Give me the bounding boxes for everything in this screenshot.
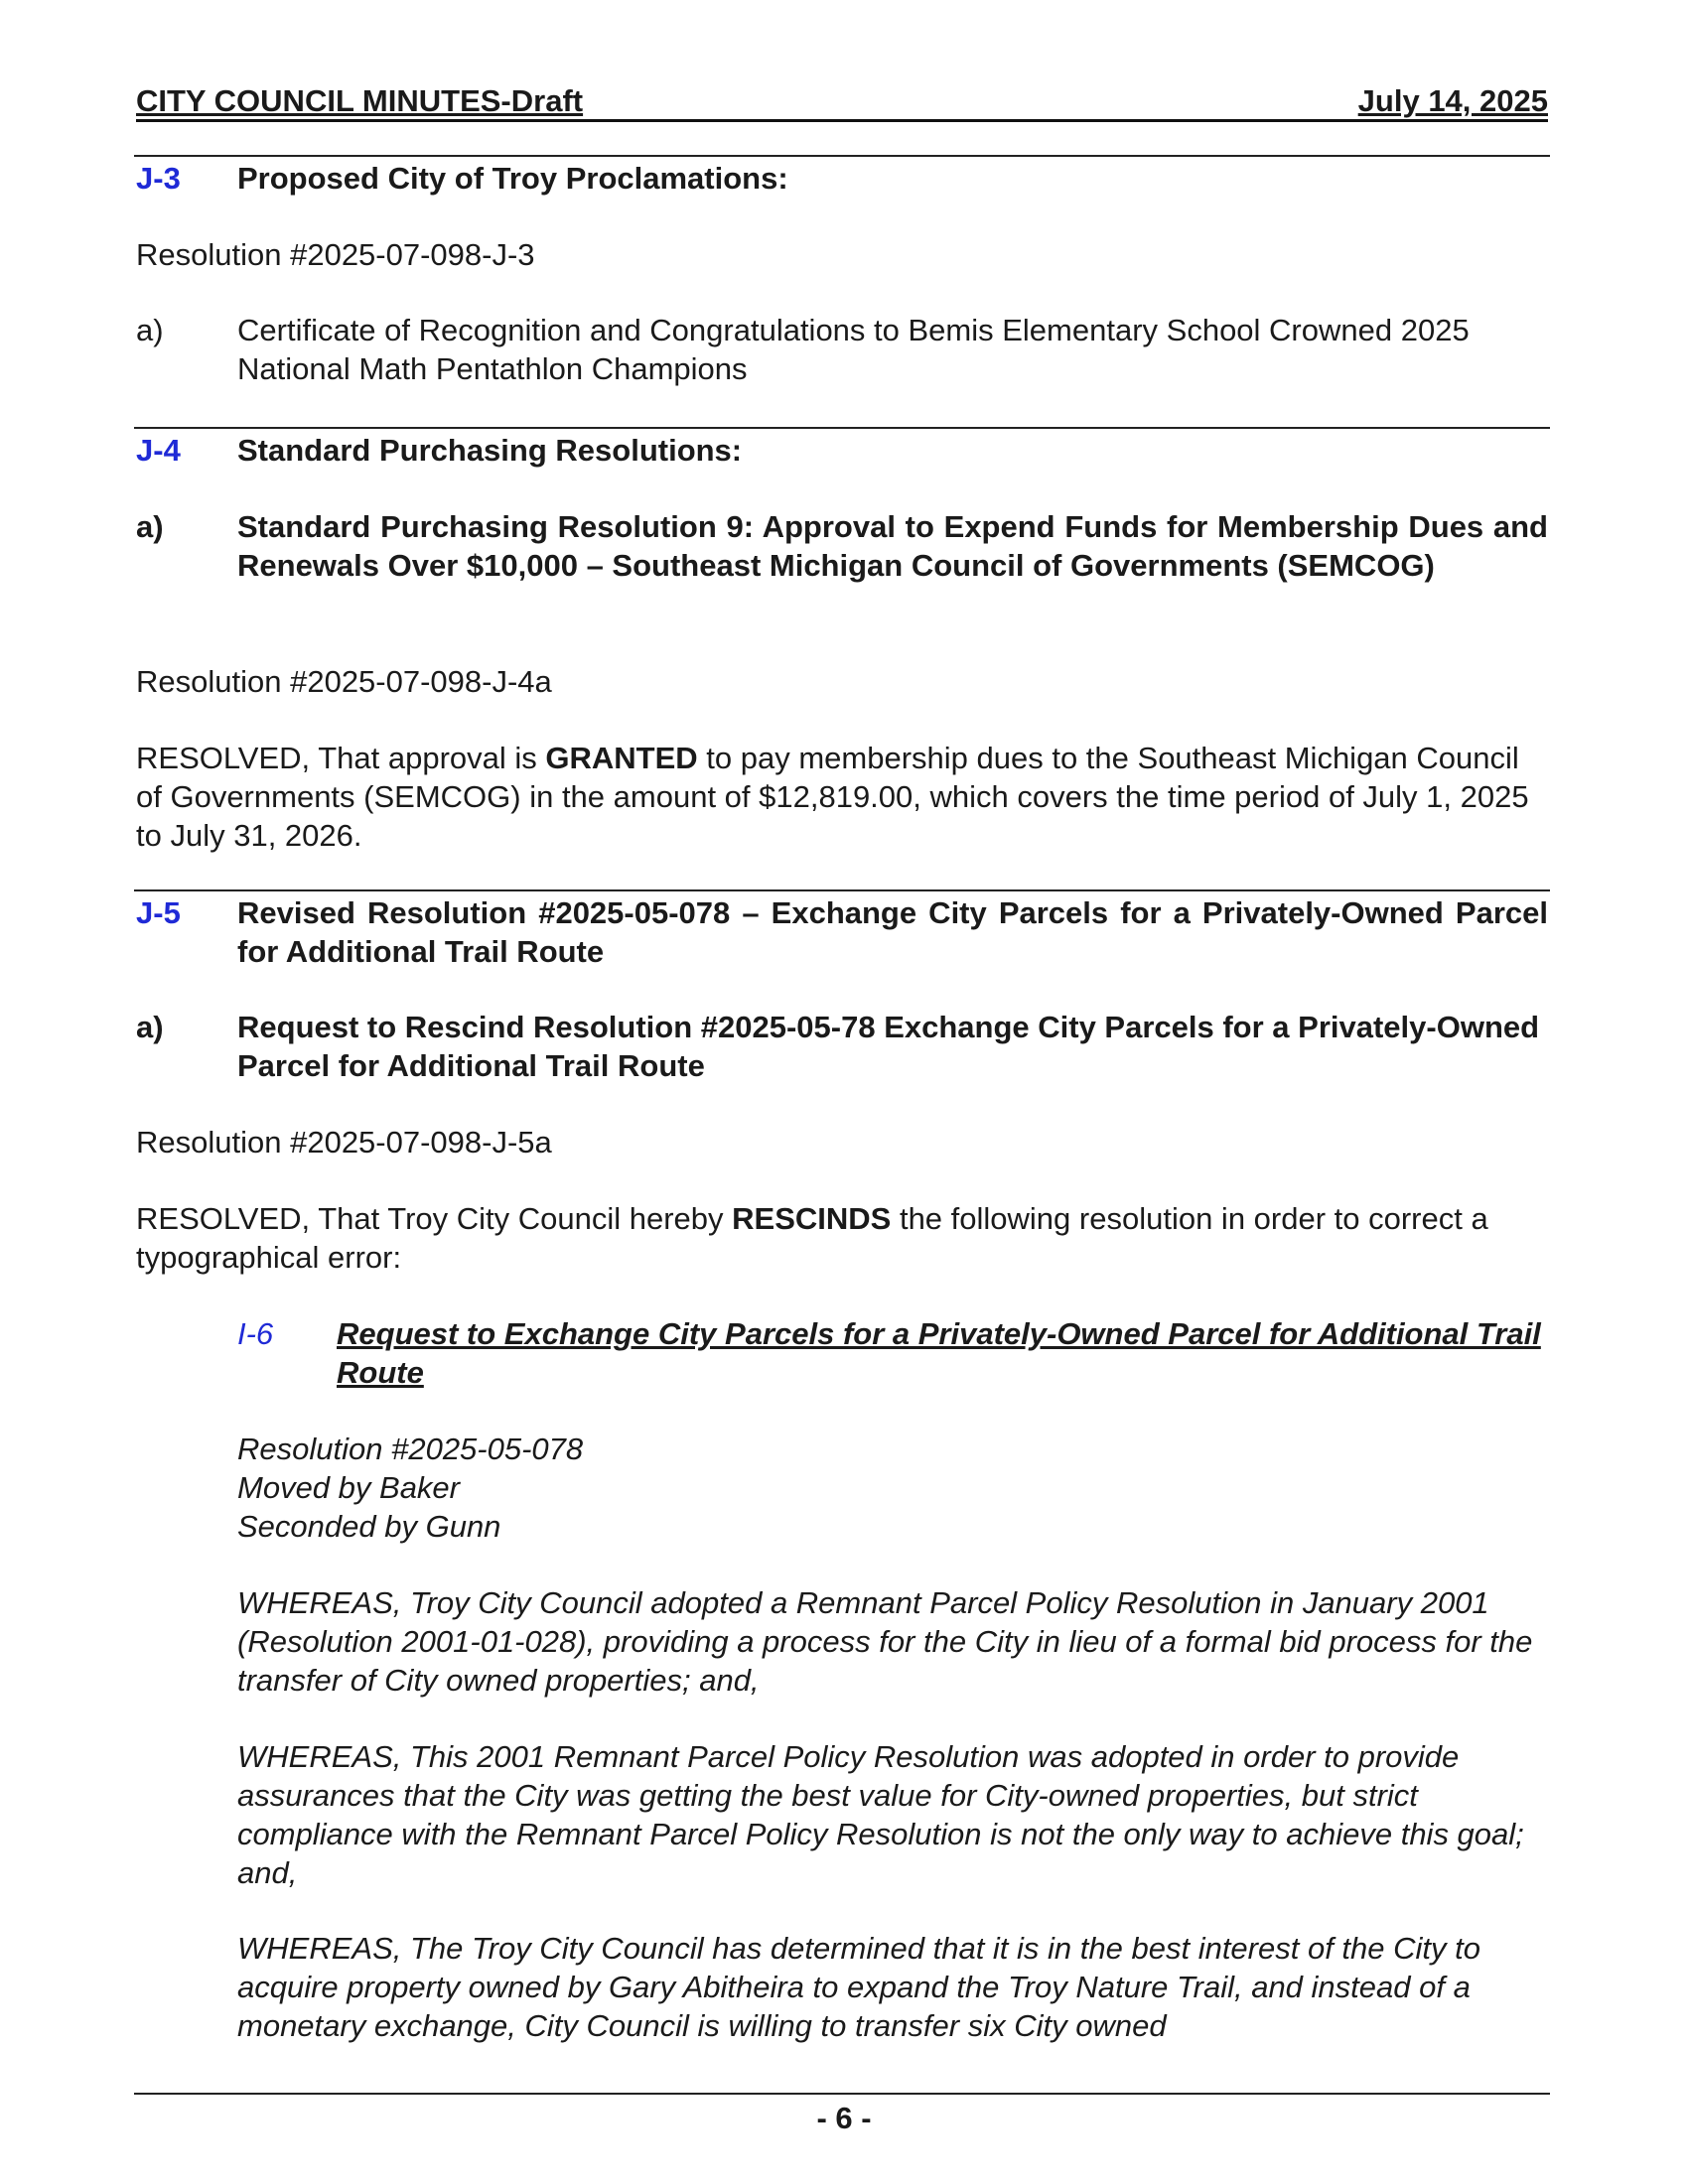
resolved-paragraph-j5a: RESOLVED, That Troy City Council hereby RESCINDS the following resolution in order to correct a typographical error: [136, 1201, 1488, 1275]
page-header [136, 79, 1548, 122]
item-label-j3a: a) [136, 313, 164, 347]
section-title-j4: Standard Purchasing Resolutions: [237, 433, 743, 468]
page-number: - 6 - [816, 2101, 872, 2135]
quoted-resolution-number: Resolution #2025-05-078 [237, 1432, 584, 1466]
quoted-moved-by: Moved by Baker [237, 1470, 460, 1505]
section-divider [134, 155, 1550, 157]
section-divider [134, 427, 1550, 429]
section-divider [134, 889, 1550, 891]
whereas-paragraph-3: WHEREAS, The Troy City Council has determined that it is in the best interest of the City to acquire property owned by Gary Abitheira to expand the Troy Nature Trail, and instead of a monetary exchange, City Council is willing to transfer six City owned [237, 1931, 1480, 2043]
item-text-j5a: Request to Rescind Resolution #2025-05-78 Exchange City Parcels for a Privately-Owned Parcel for Additional Trail Route [237, 1010, 1540, 1083]
whereas-paragraph-2: WHEREAS, This 2001 Remnant Parcel Policy Resolution was adopted in order to provide assurances that the City was getting the best value for City-owned properties, but strict compliance with the Remnant Parcel Policy Resolution is not the only way to achieve this goal; and, [237, 1739, 1524, 1890]
section-number-j5: J-5 [136, 895, 181, 930]
section-number-j3: J-3 [136, 161, 181, 196]
item-label-j4a: a) [136, 509, 164, 544]
resolution-number-j3: Resolution #2025-07-098-J-3 [136, 237, 535, 272]
resolution-number-j4a: Resolution #2025-07-098-J-4a [136, 664, 552, 699]
whereas-paragraph-1: WHEREAS, Troy City Council adopted a Remnant Parcel Policy Resolution in January 2001 (Resolution 2001-01-028), providing a process for the City in lieu of a formal bid process for the transfer of City owned properties; and, [237, 1585, 1533, 1698]
item-text-j4a: Standard Purchasing Resolution 9: Approval to Expend Funds for Membership Dues and Renewals Over $10,000 – Southeast Michigan Council of Governments (SEMCOG) [237, 509, 1548, 583]
section-number-j4: J-4 [136, 433, 181, 468]
header-date: July 14, 2025 [1357, 83, 1548, 118]
footer-divider [134, 2093, 1550, 2095]
header-title: CITY COUNCIL MINUTES-Draft [136, 83, 584, 118]
quoted-title-i6: Request to Exchange City Parcels for a Privately-Owned Parcel for Additional Trail Route [337, 1316, 1541, 1390]
resolution-number-j5a: Resolution #2025-07-098-J-5a [136, 1125, 552, 1160]
quoted-number-i6: I-6 [237, 1316, 274, 1351]
quoted-seconded-by: Seconded by Gunn [237, 1509, 501, 1544]
item-text-j3a: Certificate of Recognition and Congratulations to Bemis Elementary School Crowned 2025 National Math Pentathlon Champions [237, 313, 1470, 386]
section-title-j3: Proposed City of Troy Proclamations: [237, 161, 788, 196]
resolved-paragraph-j4a: RESOLVED, That approval is GRANTED to pay membership dues to the Southeast Michigan Council of Governments (SEMCOG) in the amount of $12,819.00, which covers the time period of July 1, 2025 to July 31, 2026. [136, 741, 1529, 853]
item-label-j5a: a) [136, 1010, 164, 1044]
section-title-j5: Revised Resolution #2025-05-078 – Exchange City Parcels for a Privately-Owned Parcel for Additional Trail Route [237, 895, 1548, 969]
